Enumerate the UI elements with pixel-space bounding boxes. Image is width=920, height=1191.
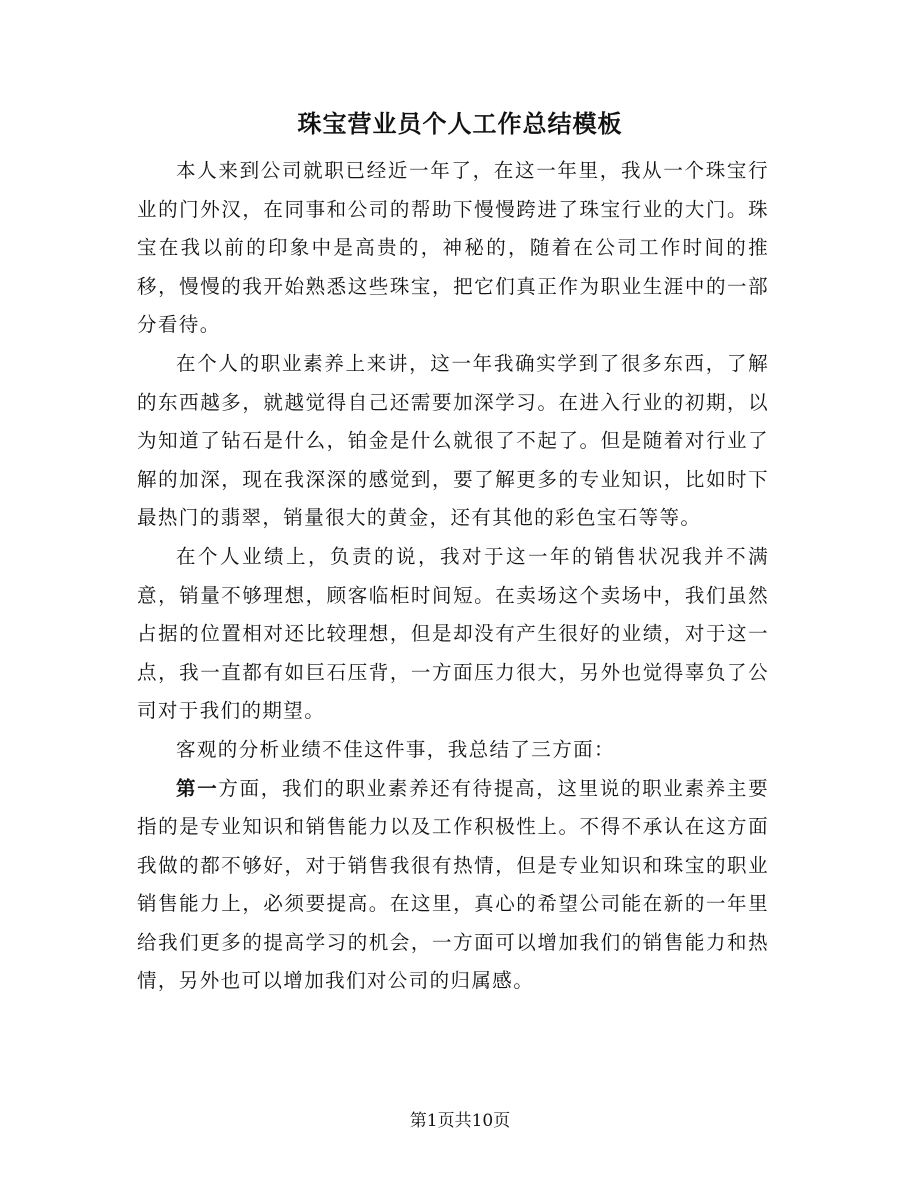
paragraph-performance: 在个人业绩上，负责的说，我对于这一年的销售状况我并不满意，销量不够理想，顾客临柜时间短。在卖场这个卖场中，我们虽然占据的位置相对还比较理想，但是却没有产生很好的业绩，对于这一点，我一直都有如巨石压背，一方面压力很大，另外也觉得辜负了公司对于我们的期望。 [137, 544, 769, 723]
paragraph-analysis-intro: 客观的分析业绩不佳这件事，我总结了三方面： [176, 737, 615, 761]
page-number: 第1页共10页 [409, 1111, 511, 1131]
paragraph-intro: 本人来到公司就职已经近一年了，在这一年里，我从一个珠宝行业的门外汉，在同事和公司的帮助下慢慢跨进了珠宝行业的大门。珠宝在我以前的印象中是高贵的，神秘的，随着在公司工作时间的推移，慢慢的我开始熟悉这些珠宝，把它们真正作为职业生涯中的一部分看待。 [137, 159, 769, 337]
document-body [137, 152, 769, 1001]
paragraph-point-one [137, 770, 769, 1002]
point-one-lead: 第一 [176, 776, 219, 800]
paragraph-professional-quality: 在个人的职业素养上来讲，这一年我确实学到了很多东西，了解的东西越多，就越觉得自己还需要加深学习。在进入行业的初期，以为知道了钻石是什么，铂金是什么就很了不起了。但是随着对行业了解的加深，现在我深深的感觉到，要了解更多的专业知识，比如时下最热门的翡翠，销量很大的黄金，还有其他的彩色宝石等等。 [137, 351, 769, 530]
point-one-text: 方面，我们的职业素养还有待提高，这里说的职业素养主要指的是专业知识和销售能力以及工作积极性上。不得不承认在这方面我做的都不够好，对于销售我很有热情，但是专业知识和珠宝的职业销售能力上，必须要提高。在这里，真心的希望公司能在新的一年里给我们更多的提高学习的机会，一方面可以增加我们的销售能力和热情，另外也可以增加我们对公司的归属感。 [137, 776, 769, 993]
document-title: 珠宝营业员个人工作总结模板 [297, 109, 623, 138]
